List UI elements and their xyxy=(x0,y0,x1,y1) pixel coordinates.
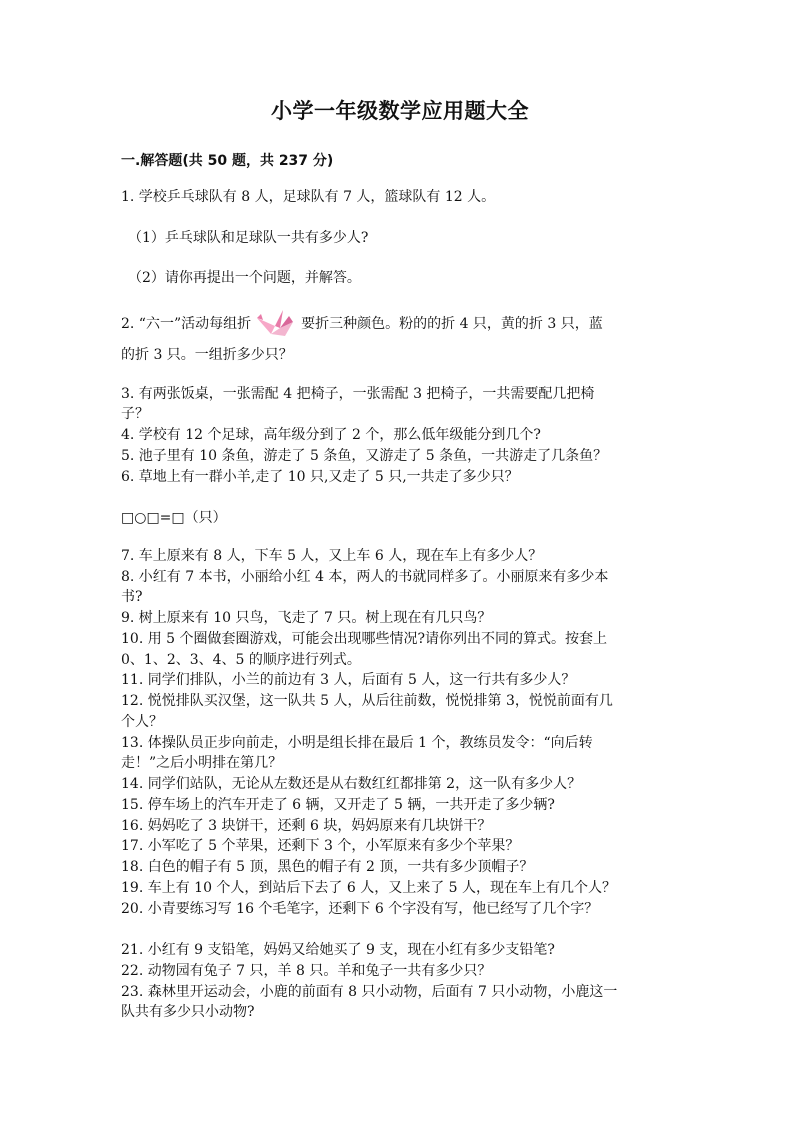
answer-template: □○□=□（只） xyxy=(121,510,227,526)
question-1-part-2: （2）请你再提出一个问题，并解答。 xyxy=(128,270,361,286)
question-2 xyxy=(121,308,681,340)
question-20: 20. 小青要练习写 16 个毛笔字，还剩下 6 个字没有写，他已经写了几个字？ xyxy=(121,901,599,917)
question-2-text-end: 要折三种颜色。粉的的折 4 只，黄的折 3 只，蓝 xyxy=(301,316,603,332)
question-6: 6. 草地上有一群小羊,走了 10 只,又走了 5 只,一共走了多少只？ xyxy=(121,469,519,485)
question-13: 13. 体操队员正步向前走，小明是组长排在最后 1 个，教练员发令：“向后转 xyxy=(121,735,593,751)
question-15: 15. 停车场上的汽车开走了 6 辆，又开走了 5 辆，一共开走了多少辆? xyxy=(121,797,555,813)
question-2-text-start: 2. “六一”活动每组折 xyxy=(121,316,252,332)
question-13-continued: 走！”之后小明排在第几？ xyxy=(121,755,283,771)
question-1-part-1: （1）乒乓球队和足球队一共有多少人? xyxy=(128,230,369,246)
question-3: 3. 有两张饭桌，一张需配 4 把椅子，一张需配 3 把椅子，一共需要配几把椅 xyxy=(121,386,595,402)
question-23-continued: 队共有多少只小动物? xyxy=(121,1004,255,1020)
page-title: 小学一年级数学应用题大全 xyxy=(271,99,529,123)
question-9: 9. 树上原来有 10 只鸟，飞走了 7 只。树上现在有几只鸟？ xyxy=(121,610,492,626)
question-10-continued: 0、1、2、3、4、5 的顺序进行列式。 xyxy=(121,652,361,668)
question-12-continued: 个人？ xyxy=(121,714,163,730)
question-5: 5. 池子里有 10 条鱼，游走了 5 条鱼，又游走了 5 条鱼，一共游走了几条鱼？ xyxy=(121,448,608,464)
question-17: 17. 小军吃了 5 个苹果，还剩下 3 个，小军原来有多少个苹果？ xyxy=(121,838,520,854)
question-22: 22. 动物园有兔子 7 只，羊 8 只。羊和兔子一共有多少只？ xyxy=(121,963,492,979)
question-7: 7. 车上原来有 8 人，下车 5 人，又上车 6 人，现在车上有多少人？ xyxy=(121,548,543,564)
section-heading: 一.解答题(共 50 题，共 237 分) xyxy=(121,153,334,169)
question-3-continued: 子？ xyxy=(121,406,149,422)
question-14: 14. 同学们站队，无论从左数还是从右数红红都排第 2，这一队有多少人？ xyxy=(121,776,582,792)
question-18: 18. 白色的帽子有 5 顶，黑色的帽子有 2 顶，一共有多少顶帽子？ xyxy=(121,859,534,875)
question-4: 4. 学校有 12 个足球，高年级分到了 2 个，那么低年级能分到几个? xyxy=(121,427,541,443)
question-23: 23. 森林里开运动会，小鹿的前面有 8 只小动物，后面有 7 只小动物，小鹿这一 xyxy=(121,984,618,1000)
question-1: 1. 学校乒乓球队有 8 人，足球队有 7 人，篮球队有 12 人。 xyxy=(121,189,496,205)
question-10: 10. 用 5 个圈做套圈游戏，可能会出现哪些情况?请你列出不同的算式。按套上 xyxy=(121,631,608,647)
question-12: 12. 悦悦排队买汉堡，这一队共 5 人，从后往前数，悦悦排第 3，悦悦前面有几 xyxy=(121,693,613,709)
question-11: 11. 同学们排队，小兰的前边有 3 人，后面有 5 人，这一行共有多少人？ xyxy=(121,672,576,688)
question-16: 16. 妈妈吃了 3 块饼干，还剩 6 块，妈妈原来有几块饼干？ xyxy=(121,818,492,834)
question-8-continued: 书? xyxy=(121,589,143,605)
question-8: 8. 小红有 7 本书，小丽给小红 4 本，两人的书就同样多了。小丽原来有多少本 xyxy=(121,569,609,585)
question-2-continued: 的折 3 只。一组折多少只？ xyxy=(121,347,293,363)
question-19: 19. 车上有 10 个人，到站后下去了 6 人，又上来了 5 人，现在车上有几个人？ xyxy=(121,880,617,896)
paper-crane-icon xyxy=(253,308,299,340)
question-21: 21. 小红有 9 支铅笔，妈妈又给她买了 9 支，现在小红有多少支铅笔? xyxy=(121,942,555,958)
